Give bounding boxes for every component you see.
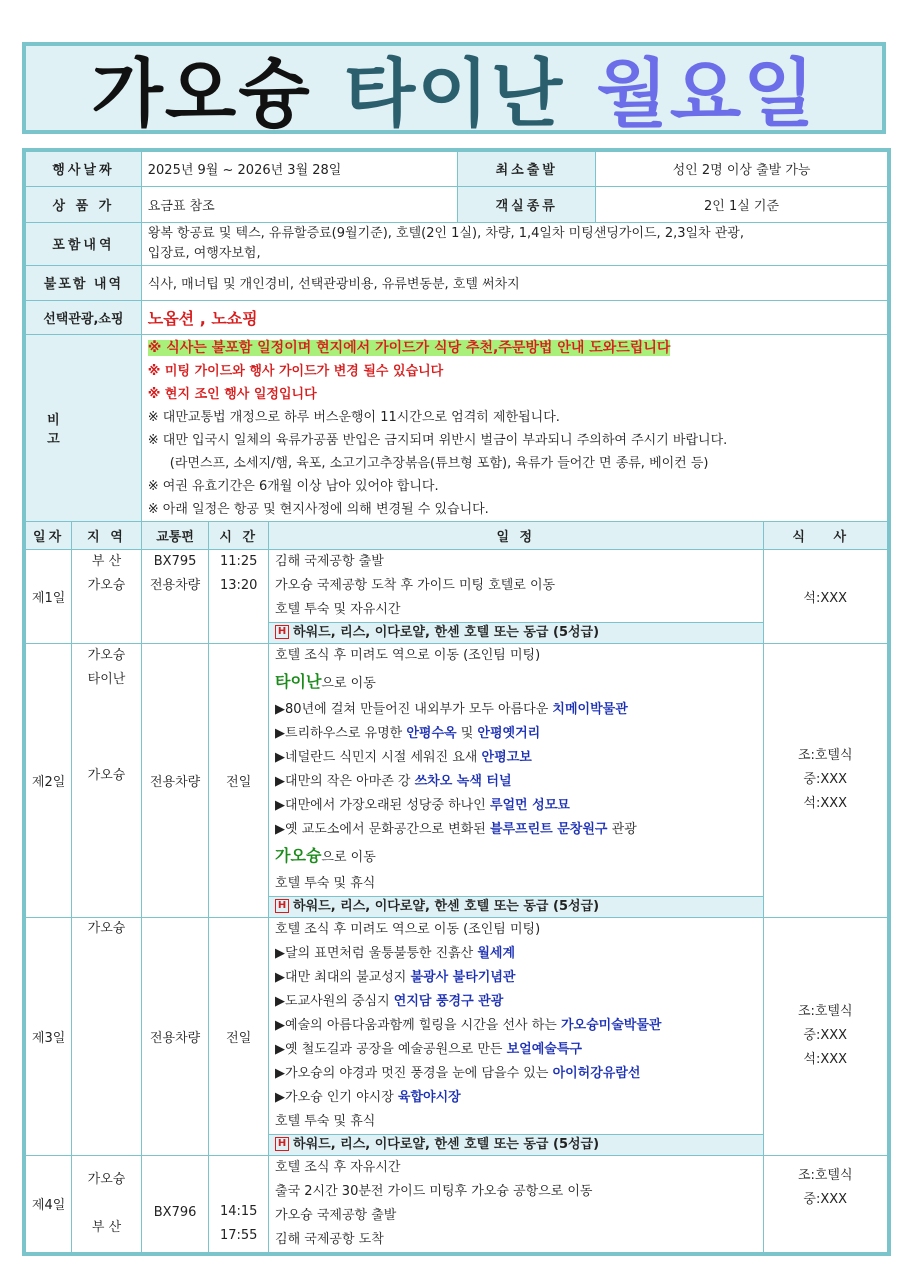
day-2-time: 전일	[209, 643, 269, 917]
day-1-time-1: 11:25	[219, 553, 258, 569]
day-2-meal-3: 석:XXX	[803, 796, 848, 811]
col-transport: 교통편	[141, 521, 209, 549]
day-1-region-1: 부 산	[91, 553, 122, 569]
include-value-line-1: 왕복 항공료 및 텍스, 유류할증료(9월기준), 호텔(2인 1실), 차량, 1,4일차 미팅샌딩가이드, 2,3일차 관광,	[147, 225, 744, 241]
day-3-item-7: ▶가오슝 인기 야시장 육합야시장	[275, 1089, 461, 1105]
day-2-item-4: ▶대만의 작은 아마존 강 쓰차오 녹색 터널	[275, 773, 512, 789]
day-4-region-2: 부 산	[91, 1219, 122, 1235]
remark-6: (라면스프, 소세지/햄, 육포, 소고기고추장볶음(튜브형 포함), 육류가 들어간 면 종류, 베이컨 등)	[169, 455, 709, 471]
hotel-icon: H	[275, 1137, 289, 1151]
remarks-label: 비 고	[24, 334, 141, 521]
day-1-row	[24, 549, 889, 643]
exclude-value: 식사, 매너팁 및 개인경비, 선택관광비용, 유류변동분, 호텔 써차지	[141, 265, 889, 300]
include-value-line-2: 입장료, 여행자보험,	[147, 245, 261, 261]
day-1-hotel	[269, 622, 762, 643]
day-4-label: 제4일	[24, 1155, 72, 1254]
day-2-meal-2: 중:XXX	[803, 772, 848, 787]
page-title	[22, 42, 886, 137]
remark-2: ※ 미팅 가이드와 행사 가이드가 변경 될수 있습니다	[147, 363, 444, 379]
day-2-move-2-suffix: 으로 이동	[321, 849, 376, 865]
day-2-transport: 전용차량	[141, 643, 209, 917]
title-part-1: 가오슝	[91, 51, 312, 137]
day-3-item-2: ▶대만 최대의 불교성지 불광사 불타기념관	[275, 969, 516, 985]
day-3-hotel	[269, 1134, 762, 1155]
day-2-item-5: ▶대만에서 가장오래된 성당중 하나인 루얼먼 성모묘	[275, 797, 570, 813]
price-label: 상 품 가	[24, 186, 141, 222]
day-2-hotel	[269, 896, 762, 917]
day-1-hotel-text: 하워드, 리스, 이다로얄, 한센 호텔 또는 동급 (5성급)	[293, 624, 600, 640]
day-2-item-1: ▶80년에 걸쳐 만들어진 내외부가 모두 아름다운 치메이박물관	[275, 701, 628, 717]
day-3-item-3: ▶도교사원의 중심지 연지담 풍경구 관광	[275, 993, 504, 1009]
day-1-flight: BX795	[153, 553, 197, 569]
remarks-row	[24, 334, 889, 521]
exclude-row	[24, 265, 889, 300]
room-type-value: 2인 1실 기준	[596, 186, 889, 222]
day-2-meal-1: 조:호텔식	[797, 748, 853, 763]
option-row	[24, 300, 889, 334]
day-2-item-6: ▶옛 교도소에서 문화공간으로 변화된 블루프린트 문창원구 관광	[275, 821, 637, 837]
day-1-label: 제1일	[24, 549, 72, 643]
day-4-flight: BX796	[141, 1155, 209, 1254]
day-2-line-0: 호텔 조식 후 미려도 역으로 이동 (조인팀 미팅)	[275, 647, 541, 663]
day-3-row	[24, 917, 889, 1155]
hotel-icon: H	[275, 625, 289, 639]
day-3-meal-1: 조:호텔식	[797, 1004, 853, 1019]
price-row	[24, 186, 889, 222]
day-2-last: 호텔 투숙 및 휴식	[275, 875, 376, 891]
col-day: 일자	[24, 521, 72, 549]
col-meal: 식 사	[763, 521, 889, 549]
remark-3: ※ 현지 조인 행사 일정입니다	[147, 386, 317, 402]
date-label: 행사날짜	[24, 150, 141, 186]
day-1-line-1: 김해 국제공항 출발	[275, 553, 384, 569]
day-3-meal-3: 석:XXX	[803, 1052, 848, 1067]
exclude-label: 불포함 내역	[24, 265, 141, 300]
day-4-line-2: 출국 2시간 30분전 가이드 미팅후 가오슝 공항으로 이동	[275, 1183, 593, 1199]
day-3-hotel-text: 하워드, 리스, 이다로얄, 한센 호텔 또는 동급 (5성급)	[293, 1136, 600, 1152]
remark-8: ※ 아래 일정은 항공 및 현지사정에 의해 변경될 수 있습니다.	[147, 501, 489, 517]
day-4-meal-2: 중:XXX	[803, 1191, 848, 1207]
itinerary-table	[22, 148, 891, 1256]
day-2-row	[24, 643, 889, 917]
day-4-region-1: 가오슝	[87, 1171, 126, 1187]
day-2-move-1-suffix: 으로 이동	[321, 675, 376, 691]
day-1-vehicle: 전용차량	[149, 577, 201, 593]
day-1-line-3: 호텔 투숙 및 자유시간	[275, 601, 401, 617]
day-2-label: 제2일	[24, 643, 72, 917]
day-3-line-0: 호텔 조식 후 미려도 역으로 이동 (조인팀 미팅)	[275, 921, 541, 937]
day-4-line-1: 호텔 조식 후 자유시간	[275, 1159, 401, 1175]
day-2-item-3: ▶네덜란드 식민지 시절 세워진 요새 안평고보	[275, 749, 532, 765]
day-4-time-2: 17:55	[219, 1227, 258, 1243]
day-3-region: 가오슝	[72, 917, 142, 1155]
date-row	[24, 150, 889, 186]
day-2-region-1: 가오슝	[87, 647, 126, 663]
option-value: 노옵션 , 노쇼핑	[147, 308, 258, 328]
day-4-line-3: 가오슝 국제공항 출발	[275, 1207, 397, 1223]
day-3-label: 제3일	[24, 917, 72, 1155]
title-part-2: 타이난	[343, 51, 565, 137]
include-label: 포함내역	[24, 222, 141, 265]
day-2-move-1-city: 타이난	[275, 671, 322, 691]
remark-5: ※ 대만 입국시 일체의 육류가공품 반입은 금지되며 위반시 벌금이 부과되니 주의하여 주시기 바랍니다.	[147, 432, 728, 448]
title-part-3: 월요일	[596, 51, 817, 137]
day-1-meal: 석:XXX	[763, 549, 889, 643]
schedule-header-row	[24, 521, 889, 549]
col-region: 지 역	[72, 521, 142, 549]
day-4-time-1: 14:15	[219, 1203, 258, 1219]
day-1-time-2: 13:20	[219, 577, 258, 593]
day-2-region-3: 가오슝	[87, 767, 126, 783]
day-3-time: 전일	[209, 917, 269, 1155]
day-4-meal-1: 조:호텔식	[797, 1167, 853, 1183]
col-itinerary: 일 정	[269, 521, 763, 549]
remark-4: ※ 대만교통법 개정으로 하루 버스운행이 11시간으로 엄격히 제한됩니다.	[147, 409, 560, 425]
day-2-region-2: 타이난	[87, 671, 126, 687]
min-departure-label: 최소출발	[458, 150, 596, 186]
day-2-item-2: ▶트리하우스로 유명한 안평수옥 및 안평옛거리	[275, 725, 541, 741]
include-row	[24, 222, 889, 265]
day-3-item-5: ▶옛 철도길과 공장을 예술공원으로 만든 보얼예술특구	[275, 1041, 582, 1057]
price-value: 요금표 참조	[141, 186, 458, 222]
day-3-transport: 전용차량	[141, 917, 209, 1155]
day-3-item-6: ▶가오슝의 야경과 멋진 풍경을 눈에 담을수 있는 아이허강유람선	[275, 1065, 641, 1081]
day-3-item-1: ▶달의 표면처럼 울퉁불퉁한 진흙산 월세계	[275, 945, 516, 961]
room-type-label: 객실종류	[458, 186, 596, 222]
min-departure-value: 성인 2명 이상 출발 가능	[596, 150, 889, 186]
day-2-hotel-text: 하워드, 리스, 이다로얄, 한센 호텔 또는 동급 (5성급)	[293, 898, 600, 914]
day-3-last: 호텔 투숙 및 휴식	[275, 1113, 376, 1129]
day-1-region-2: 가오슝	[87, 577, 126, 593]
option-label: 선택관광,쇼핑	[24, 300, 141, 334]
col-time: 시 간	[209, 521, 269, 549]
date-value: 2025년 9월 ~ 2026년 3월 28일	[141, 150, 458, 186]
remark-7: ※ 여권 유효기간은 6개월 이상 남아 있어야 합니다.	[147, 478, 439, 494]
day-4-line-4: 김해 국제공항 도착	[275, 1231, 384, 1247]
remark-1: ※ 식사는 불포함 일정이며 현지에서 가이드가 식당 추천,주문방법 안내 도와드립니다	[147, 339, 671, 356]
day-2-move-2-city: 가오슝	[275, 845, 322, 865]
hotel-icon: H	[275, 899, 289, 913]
day-1-line-2: 가오슝 국제공항 도착 후 가이드 미팅 호텔로 이동	[275, 577, 556, 593]
day-3-meal-2: 중:XXX	[803, 1028, 848, 1043]
day-3-item-4: ▶예술의 아름다움과함께 힐링을 시간을 선사 하는 가오슝미술박물관	[275, 1017, 662, 1033]
day-4-row	[24, 1155, 889, 1254]
